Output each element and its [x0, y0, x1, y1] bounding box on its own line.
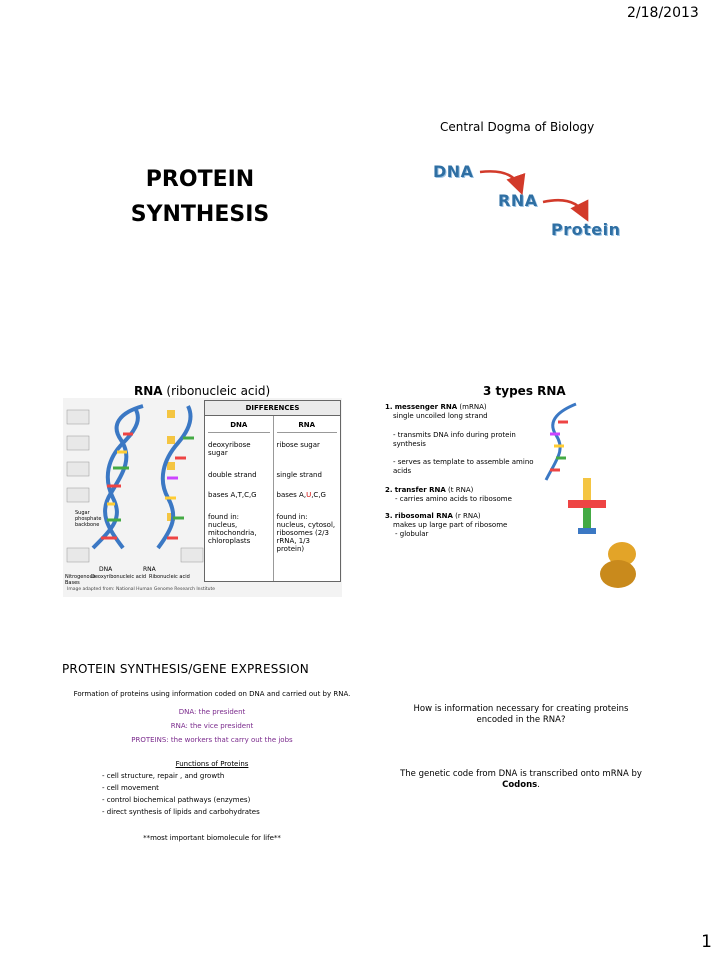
- slide3-intro: Formation of proteins using information coded on DNA and carried out by RNA.: [73, 690, 351, 698]
- dogma-title: Central Dogma of Biology: [440, 120, 595, 134]
- dogma-protein: Protein: [551, 220, 621, 239]
- dna-row-bases: bases A,T,C,G: [208, 491, 257, 499]
- slide1-title-line1: PROTEIN: [145, 167, 255, 192]
- label-backbone: Sugar phosphate backbone: [75, 510, 102, 528]
- label-ribonucleic: Ribonucleic acid: [149, 574, 190, 580]
- trna-heading: 2. transfer RNA (t RNA): [385, 486, 474, 494]
- rna-title-rest: (ribonucleic acid): [162, 384, 271, 398]
- dna-col-header: DNA: [208, 418, 270, 433]
- mrna-bullet2: - serves as template to assemble amino acids: [393, 458, 534, 475]
- trna-illustration: [564, 474, 610, 536]
- rna-title-bold: RNA: [134, 384, 163, 398]
- analogy-dna: DNA: the president: [178, 708, 246, 716]
- slide4-question: How is information necessary for creating proteins encoded in the RNA?: [413, 704, 629, 725]
- mrna-heading: 1. messenger RNA (mRNA): [385, 403, 487, 411]
- rna-row-location: found in: nucleus, cytosol, ribosomes (2/3 rRNA, 1/3 protein): [276, 513, 336, 553]
- function-item: - direct synthesis of lipids and carbohydrates: [102, 808, 260, 816]
- page-number: 1: [701, 932, 712, 952]
- function-item: - control biochemical pathways (enzymes): [102, 796, 251, 804]
- rna-title: [134, 384, 270, 398]
- arrow-rna-to-protein: [543, 200, 585, 215]
- photo-credit: Image adapted from: National Human Genome Research Institute: [67, 587, 216, 592]
- rna-column: [273, 416, 341, 581]
- rna-row-sugar: ribose sugar: [276, 441, 320, 449]
- analogy-rna: RNA: the vice president: [170, 722, 254, 730]
- function-item: - cell movement: [102, 784, 159, 792]
- important-note: **most important biomolecule for life**: [143, 834, 281, 842]
- arrow-dna-to-rna: [480, 171, 520, 188]
- slide1-title-line2: SYNTHESIS: [130, 202, 270, 227]
- slide1-title: [85, 162, 315, 232]
- dogma-dna: DNA: [433, 162, 474, 181]
- dna-row-sugar: deoxyribose sugar: [208, 441, 251, 457]
- functions-list: [62, 771, 362, 817]
- rna-types-title: 3 types RNA: [483, 384, 566, 398]
- slide4-answer: The genetic code from DNA is transcribed onto mRNA by Codons.: [400, 769, 642, 790]
- slide3-body: [62, 689, 362, 843]
- rrna-desc: makes up large part of ribosome: [393, 521, 508, 529]
- dogma-rna: RNA: [498, 191, 538, 210]
- slide3-title: PROTEIN SYNTHESIS/GENE EXPRESSION: [62, 662, 309, 676]
- dna-row-location: found in: nucleus, mitochondria, chloroplasts: [208, 513, 257, 545]
- analogy-proteins: PROTEINS: the workers that carry out the jobs: [131, 736, 293, 744]
- dna-row-strand: double strand: [208, 471, 257, 479]
- differences-table: [204, 400, 341, 582]
- codons-term: Codons: [502, 780, 538, 790]
- trna-bullet1: - carries amino acids to ribosome: [395, 495, 512, 503]
- label-rna: RNA: [143, 566, 156, 573]
- rna-col-header: RNA: [277, 418, 338, 433]
- central-dogma-diagram: [425, 140, 625, 250]
- page-date: 2/18/2013: [627, 5, 699, 21]
- label-dna: DNA: [99, 566, 113, 573]
- label-deoxyribonucleic: Deoxyribonucleic acid: [91, 574, 147, 580]
- rna-types-list: [385, 403, 535, 539]
- function-item: - cell structure, repair , and growth: [102, 772, 225, 780]
- rna-row-strand: single strand: [276, 471, 322, 479]
- differences-header: DIFFERENCES: [205, 401, 340, 416]
- ribosome-illustration: [596, 538, 648, 592]
- mrna-bullet1: - transmits DNA info during protein synthesis: [393, 431, 516, 448]
- functions-title: Functions of Proteins: [175, 760, 249, 768]
- rrna-bullet1: - globular: [395, 530, 429, 538]
- uracil-base: U: [306, 491, 312, 499]
- rrna-heading: 3. ribosomal RNA (r RNA): [385, 512, 481, 520]
- dna-column: [205, 416, 273, 581]
- mrna-desc: single uncoiled long strand: [393, 412, 488, 420]
- rna-row-bases: bases A,U,C,G: [276, 491, 326, 499]
- label-nitrogenous-bases: Nitrogenous Bases: [65, 574, 96, 586]
